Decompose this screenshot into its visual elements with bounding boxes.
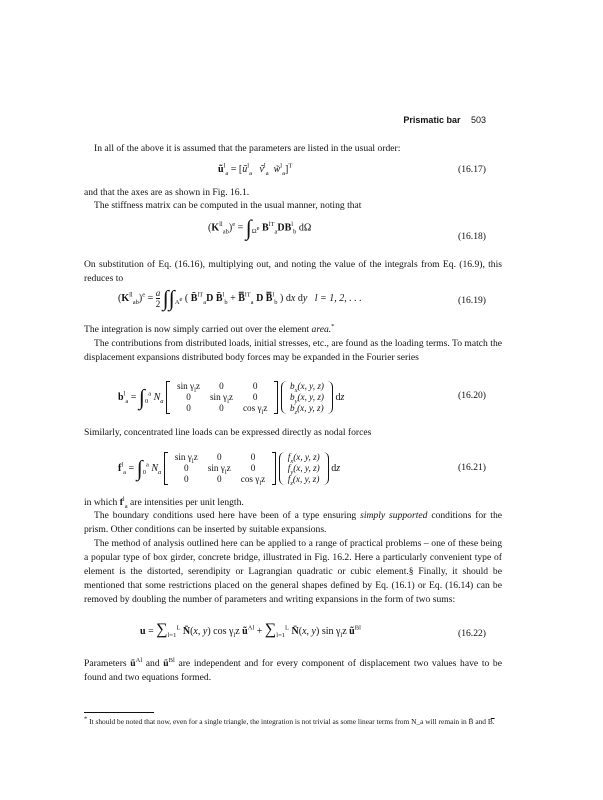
paragraph-6b-post: conditions for the prism. Other conditions can be inserted by suitable expansions. <box>84 510 502 535</box>
footnote: * It should be noted that now, even for a single triangle, the integration is not trivial as some linear terms from N_a will remain in B̄ and B̿. <box>84 715 495 726</box>
paragraph-6b-pre: The boundary conditions used here have been of a type ensuring <box>94 510 357 521</box>
equation-16-17: $ũ^l_a$ = [$ũ^l_a$ ṽ$^l_a$ w̃$^l_a$]$^T$ <box>218 162 293 177</box>
equation-16-18: $(K^{ll}_{ab})^e = \int_{\Omega^e}$ $B^{lT}_aDB^l_b$ dΩ <box>208 215 312 240</box>
paragraph-2b: The stiffness matrix can be computed in the usual manner, noting that <box>94 200 362 211</box>
equation-16-21: $f^l_a = \int_0^a$ $N_a$ $\sin \gamma_lz$ 0 0 0 $\sin \gamma_lz$ 0 0 0 $\cos \gamma_lz$ $f_x(x$, y, z) $f_y(x$, y, z) $f_z(x$, y, z) dz <box>118 452 341 487</box>
paragraph-1: In all of the above it is assumed that the parameters are listed in the usual order: <box>94 143 401 154</box>
footnote-text: It should be noted that now, even for a single triangle, the integration is not trivial as some linear terms from N_a will remain in B̄ and B̿. <box>89 717 495 726</box>
equation-number-16-17: (16.17) <box>458 164 486 175</box>
trig-matrix-b: $\sin \gamma_lz$ 0 0 0 $\sin \gamma_lz$ 0 0 0 $\cos \gamma_lz$ <box>166 381 278 414</box>
paragraph-7: Parameters $ũ^{Al}$ and $ũ^{Bl}$ are independent and for every component of displacement two values have to be found and two equations formed. <box>84 656 502 683</box>
equation-number-16-19: (16.19) <box>458 295 486 306</box>
paragraph-5: Similarly, concentrated line loads can be expressed directly as nodal forces <box>84 427 372 438</box>
paragraph-6a: in which $f^l_a$ are intensities per unit length. <box>84 495 244 510</box>
equation-number-16-18: (16.18) <box>458 231 486 242</box>
paragraph-6c: The method of analysis outlined here can be applied to a range of practical problems – one of these being a popular type of box girder, concrete bridge, illustrated in Fig. 16.2. Here a particularly convenient type of element is the distorted, serendipity or Lagrangian quadratic or cubic element.§ Finally, it should be mentioned that some restrictions placed on the general shapes defined by Eq. (16.1) or Eq. (16.14) can be removed by doubling the number of parameters and writing expansions in the form of two sums: <box>84 538 502 605</box>
header-title: Prismatic bar <box>403 115 461 125</box>
equation-condition: l = 1, 2, . . . <box>314 292 362 304</box>
line-load-vector: $f_x(x$, y, z) $f_y(x$, y, z) $f_z(x$, y, z) <box>279 452 329 485</box>
equation-16-20: $b^l_a = \int_0^a$ $N_a$ $\sin \gamma_lz$ 0 0 0 $\sin \gamma_lz$ 0 0 0 $\cos \gamma_lz$ $b_x(x$, y, z) $b_y(x$, y, z) $b_z(x$, y, z) dz <box>118 381 345 416</box>
paragraph-6a-text: are intensities per unit length. <box>130 497 244 508</box>
equation-number-16-21: (16.21) <box>458 462 486 473</box>
footnote-rule <box>84 712 154 713</box>
equation-number-16-22: (16.22) <box>458 628 486 639</box>
paragraph-6b-emph: simply supported <box>360 510 428 521</box>
equation-16-19: $(K^{ll}_{ab})^e$ = $\frac{a}{2}$ $\int\int_{A^e}$ ( B̄$^{lT}_a$D B̄$^l_b$ + B̿$^{lT}_a$ D B̿$^l_b$ ) dx dy l = 1, 2, . . . <box>118 285 362 311</box>
paragraph-2a: and that the axes are as shown in Fig. 16.1. <box>84 187 250 198</box>
paragraph-6b <box>84 509 502 537</box>
running-header <box>84 115 486 125</box>
paragraph-4a-text: The integration is now simply carried out over the element <box>84 324 310 335</box>
paragraph-4b: The contributions from distributed loads, initial stresses, etc., are found as the loading terms. To match the displacement expansions distributed body forces may be expanded in the Fourier series <box>84 338 502 363</box>
paragraph-4a: The integration is now simply carried out over the element area.* <box>84 322 335 335</box>
equation-16-22: $u = \sum_{l=1}^L$ N̄(x, y) $\cos \gamma_lz$ $ũ^{Al} + \sum_{l=1}^L$ N̄(x, y) $\sin \gamma_lz$ $ũ^{Bl}$ <box>140 621 361 639</box>
body-force-vector: $b_x(x$, y, z) $b_y(x$, y, z) $b_z(x$, y, z) <box>281 381 333 414</box>
page-number: 503 <box>470 115 486 125</box>
equation-number-16-20: (16.20) <box>458 390 486 401</box>
paragraph-7-text: are independent and for every component of displacement two values have to be found and two equations formed. <box>84 658 502 683</box>
paragraph-3: On substitution of Eq. (16.16), multiplying out, and noting the value of the integrals from Eq. (16.9), this reduces to <box>84 259 502 284</box>
paragraph-4a-emph: area. <box>311 324 332 335</box>
trig-matrix-f: $\sin \gamma_lz$ 0 0 0 $\sin \gamma_lz$ 0 0 0 $\cos \gamma_lz$ <box>164 452 276 485</box>
